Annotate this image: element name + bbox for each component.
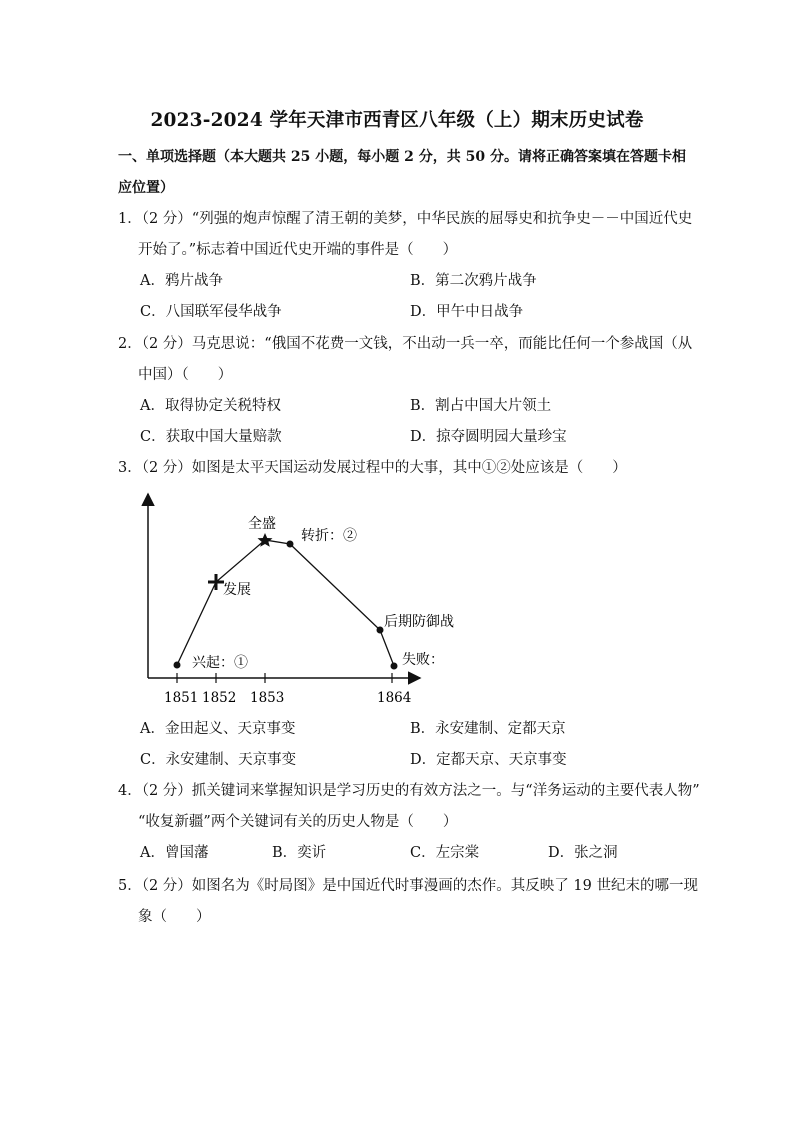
label-fail: 失败： bbox=[402, 652, 444, 668]
q3-option-d[interactable]: D．定都天京、天京事变 bbox=[410, 752, 567, 768]
point-late-defense bbox=[377, 627, 384, 634]
tick-label-1853: 1853 bbox=[250, 690, 285, 706]
q3-option-c[interactable]: C．永安建制、天京事变 bbox=[140, 752, 297, 768]
label-develop: 发展 bbox=[223, 582, 251, 598]
taiping-timeline-figure bbox=[130, 482, 454, 712]
question-1-line1: 1．（2 分）“列强的炮声惊醒了清王朝的美梦，中华民族的屈辱史和抗争史－－中国近代史 bbox=[118, 211, 693, 227]
q2-option-b[interactable]: B．割占中国大片领土 bbox=[410, 398, 552, 414]
question-2-line1: 2．（2 分）马克思说：“俄国不花费一文钱，不出动一兵一卒，而能比任何一个参战国（从 bbox=[118, 336, 693, 352]
question-5-line2: 象（ ） bbox=[138, 909, 211, 925]
label-peak: 全盛 bbox=[248, 516, 276, 532]
q2-option-a[interactable]: A．取得协定关税特权 bbox=[140, 398, 281, 414]
question-3-line1: 3．（2 分）如图是太平天国运动发展过程中的大事，其中①②处应该是（ ） bbox=[118, 460, 627, 476]
question-1-line2: 开始了。”标志着中国近代史开端的事件是（ ） bbox=[138, 242, 458, 258]
q3-option-a[interactable]: A．金田起义、天京事变 bbox=[140, 721, 296, 737]
tick-label-1852: 1852 bbox=[202, 690, 237, 706]
q4-option-b[interactable]: B．奕䜣 bbox=[272, 845, 327, 861]
label-rise: 兴起：① bbox=[192, 655, 248, 671]
q2-option-d[interactable]: D．掠夺圆明园大量珍宝 bbox=[410, 429, 567, 445]
tick-label-1851: 1851 bbox=[164, 690, 199, 706]
point-turn bbox=[287, 541, 294, 548]
question-5-line1: 5．（2 分）如图名为《时局图》是中国近代时事漫画的杰作。其反映了 19 世纪末的哪一现 bbox=[118, 878, 698, 894]
trend-line bbox=[177, 540, 394, 666]
q4-option-d[interactable]: D．张之洞 bbox=[548, 845, 618, 861]
section-heading-line2: 应位置） bbox=[118, 180, 174, 196]
point-fail bbox=[391, 663, 398, 670]
point-rise bbox=[174, 662, 181, 669]
question-4-line2: “收复新疆”两个关键词有关的历史人物是（ ） bbox=[138, 814, 458, 830]
q1-option-c[interactable]: C．八国联军侵华战争 bbox=[140, 304, 282, 320]
q2-option-c[interactable]: C．获取中国大量赔款 bbox=[140, 429, 282, 445]
section-heading-line1: 一、单项选择题（本大题共 25 小题，每小题 2 分，共 50 分。请将正确答案填在答题卡相 bbox=[118, 149, 686, 165]
q4-option-c[interactable]: C．左宗棠 bbox=[410, 845, 480, 861]
q4-option-a[interactable]: A．曾国藩 bbox=[140, 845, 209, 861]
label-turn: 转折：② bbox=[301, 528, 357, 544]
question-2-line2: 中国）（ ） bbox=[138, 367, 233, 383]
q3-option-b[interactable]: B．永安建制、定都天京 bbox=[410, 721, 566, 737]
question-4-line1: 4．（2 分）抓关键词来掌握知识是学习历史的有效方法之一。与“洋务运动的主要代表人物” bbox=[118, 783, 700, 799]
q1-option-b[interactable]: B．第二次鸦片战争 bbox=[410, 273, 537, 289]
label-late-defense: 后期防御战 bbox=[384, 614, 454, 630]
q1-option-a[interactable]: A．鸦片战争 bbox=[140, 273, 223, 289]
tick-label-1864: 1864 bbox=[377, 690, 412, 706]
page-title: 2023-2024 学年天津市西青区八年级（上）期末历史试卷 bbox=[150, 110, 644, 131]
q1-option-d[interactable]: D．甲午中日战争 bbox=[410, 304, 524, 320]
